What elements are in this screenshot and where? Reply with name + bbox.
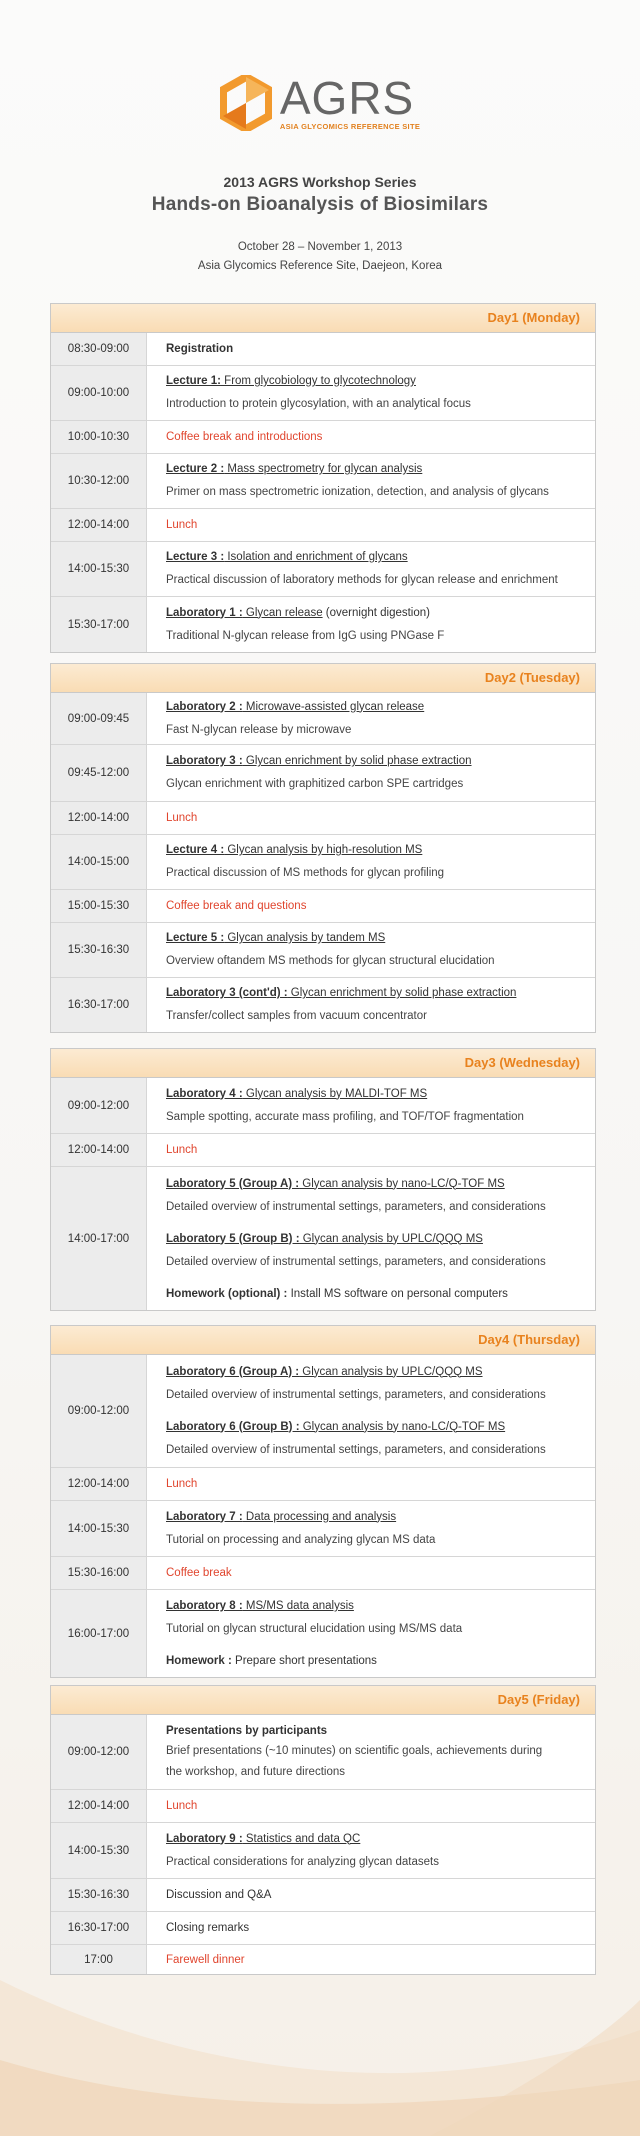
session-label: Laboratory 8 : <box>166 1600 243 1612</box>
homework-label: Homework (optional) : <box>166 1287 288 1300</box>
session-label: Laboratory 5 (Group A) : <box>166 1177 300 1190</box>
time-cell: 10:30-12:00 <box>51 454 147 508</box>
session-desc: Detailed overview of instrumental settings, parameters, and considerations <box>166 1443 546 1456</box>
time-cell: 09:00-12:00 <box>51 1355 147 1467</box>
session-title: Discussion and Q&A <box>166 1889 272 1901</box>
session-heading: Presentations by participants <box>166 1725 328 1737</box>
schedule-row <box>51 333 595 365</box>
schedule-row <box>51 1944 595 1974</box>
schedule-row <box>51 1133 595 1166</box>
time-cell: 10:00-10:30 <box>51 421 147 453</box>
hexagon-logo-icon <box>220 75 272 131</box>
session-label: Lecture 5 : <box>166 932 225 944</box>
schedule-row <box>51 420 595 453</box>
schedule-row <box>51 1078 595 1133</box>
day4-header: Day4 (Thursday) <box>51 1326 595 1355</box>
session-label: Laboratory 6 (Group A) : <box>166 1365 300 1378</box>
session-topic: Microwave-assisted glycan release <box>242 700 425 713</box>
schedule-row <box>51 1556 595 1589</box>
session-desc: Detailed overview of instrumental settings, parameters, and considerations <box>166 1388 546 1401</box>
day3-header: Day3 (Wednesday) <box>51 1049 595 1078</box>
schedule-row <box>51 1789 595 1822</box>
schedule-row <box>51 922 595 977</box>
session-topic: Glycan analysis by UPLC/QQQ MS <box>299 1365 483 1378</box>
session-label: Laboratory 1 : <box>166 606 243 619</box>
time-cell: 17:00 <box>51 1945 147 1974</box>
time-cell: 09:00-10:00 <box>51 366 147 420</box>
schedule-row <box>51 596 595 652</box>
break-label: Lunch <box>166 1144 198 1156</box>
session-topic: Statistics and data QC <box>242 1832 361 1845</box>
homework-label: Homework : <box>166 1655 232 1667</box>
time-cell: 15:30-16:00 <box>51 1557 147 1589</box>
session-topic: Isolation and enrichment of glycans <box>224 551 408 563</box>
homework-text: Prepare short presentations <box>231 1655 377 1667</box>
schedule-row <box>51 508 595 541</box>
page-title: Hands-on Bioanalysis of Biosimilars <box>151 194 489 215</box>
session-label: Lecture 3 : <box>166 551 225 563</box>
day2-header: Day2 (Tuesday) <box>51 664 595 693</box>
time-cell: 14:00-15:30 <box>51 1823 147 1878</box>
session-topic: Glycan enrichment by solid phase extraction <box>242 755 472 767</box>
schedule-row <box>51 693 595 744</box>
time-cell: 12:00-14:00 <box>51 1790 147 1822</box>
schedule-row <box>51 365 595 420</box>
session-desc: Overview oftandem MS methods for glycan structural elucidation <box>166 955 495 967</box>
time-cell: 09:45-12:00 <box>51 745 147 801</box>
day1-header: Day1 (Monday) <box>51 304 595 333</box>
schedule-row <box>51 541 595 596</box>
time-cell: 12:00-14:00 <box>51 802 147 834</box>
day2-schedule <box>50 663 596 1033</box>
session-desc: Sample spotting, accurate mass profiling, and TOF/TOF fragmentation <box>166 1110 524 1123</box>
session-label: Lecture 1: <box>166 375 221 387</box>
time-cell: 09:00-09:45 <box>51 693 147 744</box>
event-info <box>0 238 640 276</box>
session-desc: Practical discussion of laboratory methods for glycan release and enrichment <box>166 574 558 586</box>
session-label: Lecture 4 : <box>166 844 225 856</box>
agrs-logo <box>220 71 421 131</box>
time-cell: 14:00-15:30 <box>51 542 147 596</box>
session-desc: Detailed overview of instrumental settings, parameters, and considerations <box>166 1255 546 1268</box>
page-header <box>0 71 640 276</box>
schedule-row <box>51 1467 595 1500</box>
time-cell: 16:30-17:00 <box>51 978 147 1032</box>
time-cell: 09:00-12:00 <box>51 1715 147 1789</box>
schedule-row <box>51 1822 595 1878</box>
session-label: Laboratory 5 (Group B) : <box>166 1232 300 1245</box>
session-desc: the workshop, and future directions <box>166 1766 345 1778</box>
day1-schedule <box>50 303 596 653</box>
session-topic: Glycan analysis by nano-LC/Q-TOF MS <box>299 1420 506 1433</box>
session-desc: Glycan enrichment with graphitized carbon SPE cartridges <box>166 778 464 790</box>
event-location: Asia Glycomics Reference Site, Daejeon, Korea <box>197 260 443 272</box>
homework-text: Install MS software on personal computers <box>287 1287 508 1300</box>
session-desc: Practical considerations for analyzing glycan datasets <box>166 1855 439 1868</box>
session-desc: Primer on mass spectrometric ionization, detection, and analysis of glycans <box>166 486 549 498</box>
schedule-row <box>51 801 595 834</box>
schedule-row <box>51 834 595 889</box>
session-label: Laboratory 3 : <box>166 755 243 767</box>
session-desc: Practical discussion of MS methods for glycan profiling <box>166 867 445 879</box>
time-cell: 16:00-17:00 <box>51 1590 147 1677</box>
time-cell: 08:30-09:00 <box>51 333 147 365</box>
session-label: Laboratory 2 : <box>166 700 243 713</box>
schedule-row <box>51 1715 595 1789</box>
workshop-series: 2013 AGRS Workshop Series <box>223 174 417 190</box>
time-cell: 16:30-17:00 <box>51 1912 147 1944</box>
session-label: Laboratory 3 (cont'd) : <box>166 987 288 999</box>
schedule-row <box>51 744 595 801</box>
time-cell: 14:00-15:00 <box>51 835 147 889</box>
session-desc: Fast N-glycan release by microwave <box>166 723 352 736</box>
time-cell: 12:00-14:00 <box>51 1134 147 1166</box>
break-label: Coffee break and questions <box>166 900 307 912</box>
time-cell: 14:00-15:30 <box>51 1501 147 1556</box>
time-cell: 14:00-17:00 <box>51 1167 147 1310</box>
time-cell: 09:00-12:00 <box>51 1078 147 1133</box>
day5-schedule <box>50 1685 596 1975</box>
session-topic: Glycan analysis by nano-LC/Q-TOF MS <box>299 1177 505 1190</box>
break-label: Lunch <box>166 519 198 531</box>
schedule-row <box>51 1500 595 1556</box>
schedule-row <box>51 1355 595 1467</box>
session-topic: Glycan release <box>242 606 323 619</box>
time-cell: 12:00-14:00 <box>51 509 147 541</box>
break-label: Lunch <box>166 1478 198 1490</box>
session-desc: Tutorial on processing and analyzing glycan MS data <box>166 1533 436 1546</box>
break-label: Lunch <box>166 812 198 824</box>
time-cell: 15:30-16:30 <box>51 1879 147 1911</box>
time-cell: 12:00-14:00 <box>51 1468 147 1500</box>
row-title: Registration <box>166 343 234 355</box>
session-desc: Transfer/collect samples from vacuum concentrator <box>166 1010 427 1022</box>
session-note: (overnight digestion) <box>322 606 430 619</box>
schedule-row <box>51 1589 595 1677</box>
session-desc: Tutorial on glycan structural elucidation using MS/MS data <box>166 1623 463 1635</box>
break-label: Lunch <box>166 1800 198 1812</box>
day4-schedule <box>50 1325 596 1678</box>
session-topic: Glycan analysis by MALDI-TOF MS <box>242 1087 428 1100</box>
day5-header: Day5 (Friday) <box>51 1686 595 1715</box>
session-desc: Traditional N-glycan release from IgG using PNGase F <box>166 629 445 642</box>
session-label: Laboratory 4 : <box>166 1087 243 1100</box>
schedule-row <box>51 1166 595 1310</box>
time-cell: 15:30-16:30 <box>51 923 147 977</box>
session-topic: From glycobiology to glycotechnology <box>220 375 416 387</box>
session-topic: Glycan analysis by high-resolution MS <box>224 844 423 856</box>
session-desc: Detailed overview of instrumental settings, parameters, and considerations <box>166 1200 546 1213</box>
schedule-row <box>51 889 595 922</box>
session-topic: Glycan enrichment by solid phase extraction <box>287 987 517 999</box>
session-topic: Mass spectrometry for glycan analysis <box>224 463 423 475</box>
session-desc: Introduction to protein glycosylation, with an analytical focus <box>166 398 471 410</box>
logo-name: AGRS <box>279 71 415 124</box>
event-dates: October 28 – November 1, 2013 <box>237 241 403 253</box>
break-label: Coffee break <box>166 1567 232 1579</box>
session-topic: Data processing and analysis <box>242 1510 397 1523</box>
session-label: Laboratory 6 (Group B) : <box>166 1420 300 1433</box>
break-label: Coffee break and introductions <box>166 431 323 443</box>
schedule-row <box>51 453 595 508</box>
schedule-row <box>51 1911 595 1944</box>
schedule-row <box>51 977 595 1032</box>
session-title: Closing remarks <box>166 1922 250 1934</box>
session-label: Lecture 2 : <box>166 463 225 475</box>
session-topic: MS/MS data analysis <box>242 1600 354 1612</box>
time-cell: 15:30-17:00 <box>51 597 147 652</box>
break-label: Farewell dinner <box>166 1953 245 1966</box>
session-topic: Glycan analysis by tandem MS <box>224 932 386 944</box>
session-topic: Glycan analysis by UPLC/QQQ MS <box>299 1232 483 1245</box>
schedule-row <box>51 1878 595 1911</box>
session-label: Laboratory 9 : <box>166 1832 243 1845</box>
session-desc: Brief presentations (~10 minutes) on scientific goals, achievements during <box>166 1745 543 1757</box>
logo-subtitle: ASIA GLYCOMICS REFERENCE SITE <box>279 121 421 131</box>
session-label: Laboratory 7 : <box>166 1510 243 1523</box>
day3-schedule <box>50 1048 596 1311</box>
time-cell: 15:00-15:30 <box>51 890 147 922</box>
